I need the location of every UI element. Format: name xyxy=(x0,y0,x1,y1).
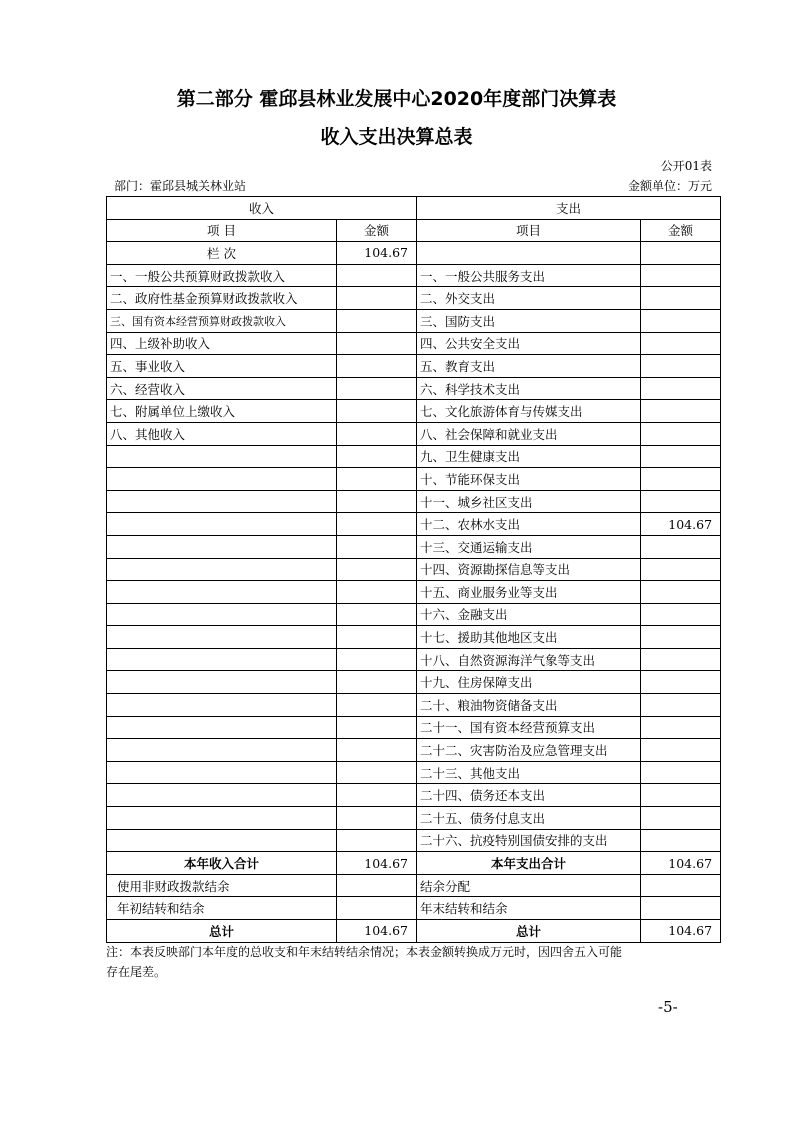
expense-item-cell: 二十六、抗疫特别国债安排的支出 xyxy=(417,829,641,852)
income-amount-cell xyxy=(337,581,417,604)
begin-balance-label: 年初结转和结余 xyxy=(107,897,337,920)
income-item-cell xyxy=(107,784,337,807)
expense-amount-cell xyxy=(641,581,721,604)
income-amount-cell xyxy=(337,535,417,558)
table-row xyxy=(107,648,721,671)
income-amount-cell xyxy=(337,671,417,694)
income-item-cell xyxy=(107,671,337,694)
expense-item-cell: 一、一般公共服务支出 xyxy=(417,264,641,287)
income-amount-cell xyxy=(337,829,417,852)
lanci-value: 104.67 xyxy=(337,242,417,265)
table-row xyxy=(107,400,721,423)
income-item-cell xyxy=(107,581,337,604)
lanci-row xyxy=(107,242,721,265)
income-amount-cell xyxy=(337,287,417,310)
income-item-cell xyxy=(107,535,337,558)
expense-item-cell: 二十一、国有资本经营预算支出 xyxy=(417,716,641,739)
expense-amount-cell xyxy=(641,287,721,310)
income-amount-cell xyxy=(337,648,417,671)
non-fiscal-surplus-value xyxy=(337,874,417,897)
table-row xyxy=(107,513,721,536)
balance-row xyxy=(107,897,721,920)
income-amount-cell xyxy=(337,400,417,423)
expense-item-cell: 十五、商业服务业等支出 xyxy=(417,581,641,604)
income-item-cell xyxy=(107,648,337,671)
income-item-cell xyxy=(107,694,337,717)
expense-item-cell: 二十四、债务还本支出 xyxy=(417,784,641,807)
expense-amount-cell xyxy=(641,716,721,739)
income-item-cell: 四、上级补助收入 xyxy=(107,332,337,355)
grand-total-row xyxy=(107,920,721,943)
income-item-cell xyxy=(107,468,337,491)
surplus-distribution-value xyxy=(641,874,721,897)
expense-item-cell: 十一、城乡社区支出 xyxy=(417,490,641,513)
income-amount-cell xyxy=(337,309,417,332)
expense-amount-cell xyxy=(641,603,721,626)
income-amount-cell xyxy=(337,739,417,762)
expense-amount-cell xyxy=(641,332,721,355)
table-row xyxy=(107,468,721,491)
income-item-cell: 二、政府性基金预算财政拨款收入 xyxy=(107,287,337,310)
table-row xyxy=(107,287,721,310)
expense-item-cell: 二、外交支出 xyxy=(417,287,641,310)
income-item-cell: 三、国有资本经营预算财政拨款收入 xyxy=(107,309,337,332)
surplus-row xyxy=(107,874,721,897)
income-amount-cell xyxy=(337,355,417,378)
lanci-empty-cell xyxy=(641,242,721,265)
income-amount-cell xyxy=(337,626,417,649)
total-row xyxy=(107,852,721,875)
income-item-cell: 八、其他收入 xyxy=(107,422,337,445)
department-label: 部门：霍邱县城关林业站 xyxy=(114,179,247,193)
expense-amount-cell xyxy=(641,694,721,717)
expense-amount-cell xyxy=(641,626,721,649)
income-total-label: 本年收入合计 xyxy=(107,852,337,875)
expense-item-cell: 十六、金融支出 xyxy=(417,603,641,626)
income-item-cell: 五、事业收入 xyxy=(107,355,337,378)
grand-total-expense-value: 104.67 xyxy=(641,920,721,943)
note-line: 注：本表反映部门本年度的总收支和年末结转结余情况；本表金额转换成万元时，因四舍五入可能 xyxy=(106,945,623,959)
table-row xyxy=(107,694,721,717)
table-row xyxy=(107,716,721,739)
expense-amount-cell: 104.67 xyxy=(641,513,721,536)
income-item-cell xyxy=(107,603,337,626)
income-amount-cell xyxy=(337,603,417,626)
expense-amount-cell xyxy=(641,355,721,378)
expense-item-cell: 十二、农林水支出 xyxy=(417,513,641,536)
income-amount-cell xyxy=(337,422,417,445)
table-row xyxy=(107,422,721,445)
income-amount-cell xyxy=(337,332,417,355)
income-item-cell xyxy=(107,558,337,581)
begin-balance-value xyxy=(337,897,417,920)
income-item-cell: 六、经营收入 xyxy=(107,377,337,400)
income-amount-cell xyxy=(337,716,417,739)
expense-item-cell: 七、文化旅游体育与传媒支出 xyxy=(417,400,641,423)
expense-amount-cell xyxy=(641,422,721,445)
income-expense-table xyxy=(106,196,721,943)
amount-unit-label: 金额单位：万元 xyxy=(627,179,712,193)
table-row xyxy=(107,581,721,604)
income-amount-cell xyxy=(337,264,417,287)
expense-amount-cell xyxy=(641,400,721,423)
income-item-cell xyxy=(107,829,337,852)
note-line: 存在尾差。 xyxy=(106,965,167,979)
lanci-label: 栏 次 xyxy=(107,242,337,265)
table-row xyxy=(107,445,721,468)
table-row xyxy=(107,490,721,513)
table-row xyxy=(107,355,721,378)
expense-amount-cell xyxy=(641,648,721,671)
form-number: 公开01表 xyxy=(660,159,712,173)
income-item-header: 项 目 xyxy=(107,219,337,242)
income-amount-cell xyxy=(337,377,417,400)
expense-amount-cell xyxy=(641,784,721,807)
expense-total-label: 本年支出合计 xyxy=(417,852,641,875)
expense-item-cell: 二十五、债务付息支出 xyxy=(417,807,641,830)
expense-item-cell: 八、社会保障和就业支出 xyxy=(417,422,641,445)
income-item-cell xyxy=(107,761,337,784)
expense-item-cell: 十九、住房保障支出 xyxy=(417,671,641,694)
income-item-cell xyxy=(107,445,337,468)
table-row xyxy=(107,626,721,649)
income-item-cell xyxy=(107,626,337,649)
expense-item-cell: 二十三、其他支出 xyxy=(417,761,641,784)
expense-amount-cell xyxy=(641,535,721,558)
income-item-cell: 一、一般公共预算财政拨款收入 xyxy=(107,264,337,287)
expense-item-cell: 九、卫生健康支出 xyxy=(417,445,641,468)
table-row xyxy=(107,377,721,400)
lanci-empty-cell xyxy=(417,242,641,265)
expense-amount-cell xyxy=(641,264,721,287)
income-amount-cell xyxy=(337,558,417,581)
expense-item-header: 项目 xyxy=(417,219,641,242)
table-row xyxy=(107,784,721,807)
expense-item-cell: 二十、粮油物资储备支出 xyxy=(417,694,641,717)
expense-item-cell: 三、国防支出 xyxy=(417,309,641,332)
section-header-row xyxy=(107,197,721,220)
expense-amount-cell xyxy=(641,761,721,784)
income-item-cell: 七、附属单位上缴收入 xyxy=(107,400,337,423)
page-title: 第二部分 霍邱县林业发展中心2020年度部门决算表 xyxy=(176,88,617,110)
table-row xyxy=(107,603,721,626)
expense-item-cell: 四、公共安全支出 xyxy=(417,332,641,355)
expense-amount-cell xyxy=(641,445,721,468)
expense-total-value: 104.67 xyxy=(641,852,721,875)
table-row xyxy=(107,264,721,287)
income-amount-cell xyxy=(337,490,417,513)
income-amount-header: 金额 xyxy=(337,219,417,242)
income-amount-cell xyxy=(337,784,417,807)
expense-amount-cell xyxy=(641,377,721,400)
table-row xyxy=(107,807,721,830)
expense-amount-cell xyxy=(641,490,721,513)
income-amount-cell xyxy=(337,807,417,830)
expense-item-cell: 十三、交通运输支出 xyxy=(417,535,641,558)
expense-amount-cell xyxy=(641,558,721,581)
income-section-header: 收入 xyxy=(107,197,417,220)
expense-item-cell: 十八、自然资源海洋气象等支出 xyxy=(417,648,641,671)
income-amount-cell xyxy=(337,468,417,491)
table-title: 收入支出决算总表 xyxy=(320,126,473,148)
expense-amount-cell xyxy=(641,829,721,852)
page-number: -5- xyxy=(658,998,678,1016)
expense-item-cell: 十四、资源勘探信息等支出 xyxy=(417,558,641,581)
table-row xyxy=(107,309,721,332)
end-balance-value xyxy=(641,897,721,920)
table-row xyxy=(107,829,721,852)
income-amount-cell xyxy=(337,694,417,717)
expense-amount-cell xyxy=(641,309,721,332)
income-amount-cell xyxy=(337,761,417,784)
table-row xyxy=(107,332,721,355)
end-balance-label: 年末结转和结余 xyxy=(417,897,641,920)
income-item-cell xyxy=(107,807,337,830)
income-item-cell xyxy=(107,490,337,513)
table-row xyxy=(107,671,721,694)
grand-total-income-value: 104.67 xyxy=(337,920,417,943)
column-header-row xyxy=(107,219,721,242)
table-note xyxy=(106,942,706,982)
surplus-distribution-label: 结余分配 xyxy=(417,874,641,897)
expense-amount-cell xyxy=(641,468,721,491)
expense-item-cell: 十七、援助其他地区支出 xyxy=(417,626,641,649)
income-amount-cell xyxy=(337,513,417,536)
table-row xyxy=(107,761,721,784)
income-amount-cell xyxy=(337,445,417,468)
expense-amount-cell xyxy=(641,671,721,694)
income-item-cell xyxy=(107,739,337,762)
income-total-value: 104.67 xyxy=(337,852,417,875)
expense-item-cell: 六、科学技术支出 xyxy=(417,377,641,400)
table-row xyxy=(107,558,721,581)
non-fiscal-surplus-label: 使用非财政拨款结余 xyxy=(107,874,337,897)
income-item-cell xyxy=(107,513,337,536)
table-row xyxy=(107,739,721,762)
expense-amount-cell xyxy=(641,739,721,762)
expense-section-header: 支出 xyxy=(417,197,721,220)
expense-amount-header: 金额 xyxy=(641,219,721,242)
expense-amount-cell xyxy=(641,807,721,830)
grand-total-income-label: 总计 xyxy=(107,920,337,943)
income-item-cell xyxy=(107,716,337,739)
expense-item-cell: 二十二、灾害防治及应急管理支出 xyxy=(417,739,641,762)
expense-item-cell: 十、节能环保支出 xyxy=(417,468,641,491)
table-row xyxy=(107,535,721,558)
expense-item-cell: 五、教育支出 xyxy=(417,355,641,378)
grand-total-expense-label: 总计 xyxy=(417,920,641,943)
